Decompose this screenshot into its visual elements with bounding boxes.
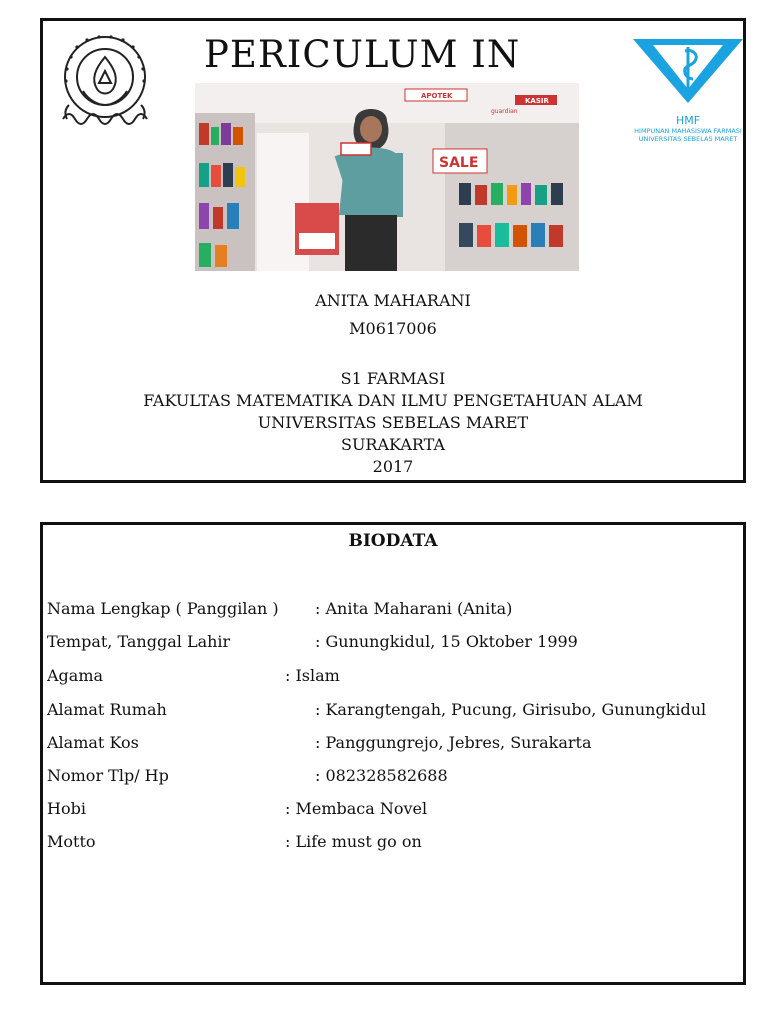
apotek-sign: APOTEK bbox=[421, 92, 453, 100]
guardian-sign: guardian bbox=[491, 108, 518, 115]
kasir-sign: KASIR bbox=[525, 97, 549, 105]
cover-page bbox=[40, 18, 746, 483]
biodata-label: Alamat Rumah bbox=[47, 700, 167, 719]
biodata-value: : Karangtengah, Pucung, Girisubo, Gunungkidul bbox=[315, 700, 707, 719]
cover-photo bbox=[195, 83, 579, 271]
biodata-label: Tempat, Tanggal Lahir bbox=[47, 632, 231, 651]
hmf-university: UNIVERSITAS SEBELAS MARET bbox=[638, 135, 738, 143]
biodata-row bbox=[47, 597, 737, 621]
biodata-value: : Panggungrejo, Jebres, Surakarta bbox=[315, 733, 592, 752]
biodata-value: : Islam bbox=[285, 666, 340, 685]
biodata-value: : Life must go on bbox=[285, 832, 422, 851]
university-logo bbox=[49, 27, 161, 139]
hmf-emblem-icon bbox=[629, 25, 747, 105]
biodata-label: Agama bbox=[47, 666, 104, 685]
hmf-name: HIMPUNAN MAHASISWA FARMASI bbox=[634, 127, 742, 135]
cover-title: PERICULUM IN bbox=[204, 33, 521, 76]
biodata-row bbox=[47, 764, 737, 788]
student-id: M0617006 bbox=[349, 319, 437, 338]
biodata-label: Alamat Kos bbox=[47, 733, 139, 752]
university-name: UNIVERSITAS SEBELAS MARET bbox=[257, 413, 529, 432]
hmf-logo bbox=[629, 25, 747, 145]
biodata-row bbox=[47, 698, 737, 722]
hmf-abbr: HMF bbox=[675, 114, 701, 127]
biodata-value: : Membaca Novel bbox=[285, 799, 428, 818]
student-name: ANITA MAHARANI bbox=[315, 291, 471, 310]
biodata-row bbox=[47, 630, 737, 654]
biodata-label: Hobi bbox=[47, 799, 86, 818]
biodata-label: Nomor Tlp/ Hp bbox=[47, 766, 169, 785]
sale-sign: SALE bbox=[439, 155, 479, 171]
biodata-value: : 082328582688 bbox=[315, 766, 448, 785]
biodata-row bbox=[47, 830, 737, 854]
biodata-value: : Anita Maharani (Anita) bbox=[315, 599, 513, 618]
biodata-label: Motto bbox=[47, 832, 96, 851]
biodata-heading: BIODATA bbox=[348, 531, 438, 551]
biodata-row bbox=[47, 797, 737, 821]
city-name: SURAKARTA bbox=[340, 435, 446, 454]
biodata-row bbox=[47, 664, 737, 688]
faculty-name: FAKULTAS MATEMATIKA DAN ILMU PENGETAHUAN ALAM bbox=[143, 391, 643, 410]
year: 2017 bbox=[372, 457, 414, 476]
biodata-page bbox=[40, 522, 746, 985]
biodata-label: Nama Lengkap ( Panggilan ) bbox=[47, 599, 279, 618]
study-program: S1 FARMASI bbox=[340, 369, 446, 388]
biodata-value: : Gunungkidul, 15 Oktober 1999 bbox=[315, 632, 578, 651]
biodata-row bbox=[47, 731, 737, 755]
